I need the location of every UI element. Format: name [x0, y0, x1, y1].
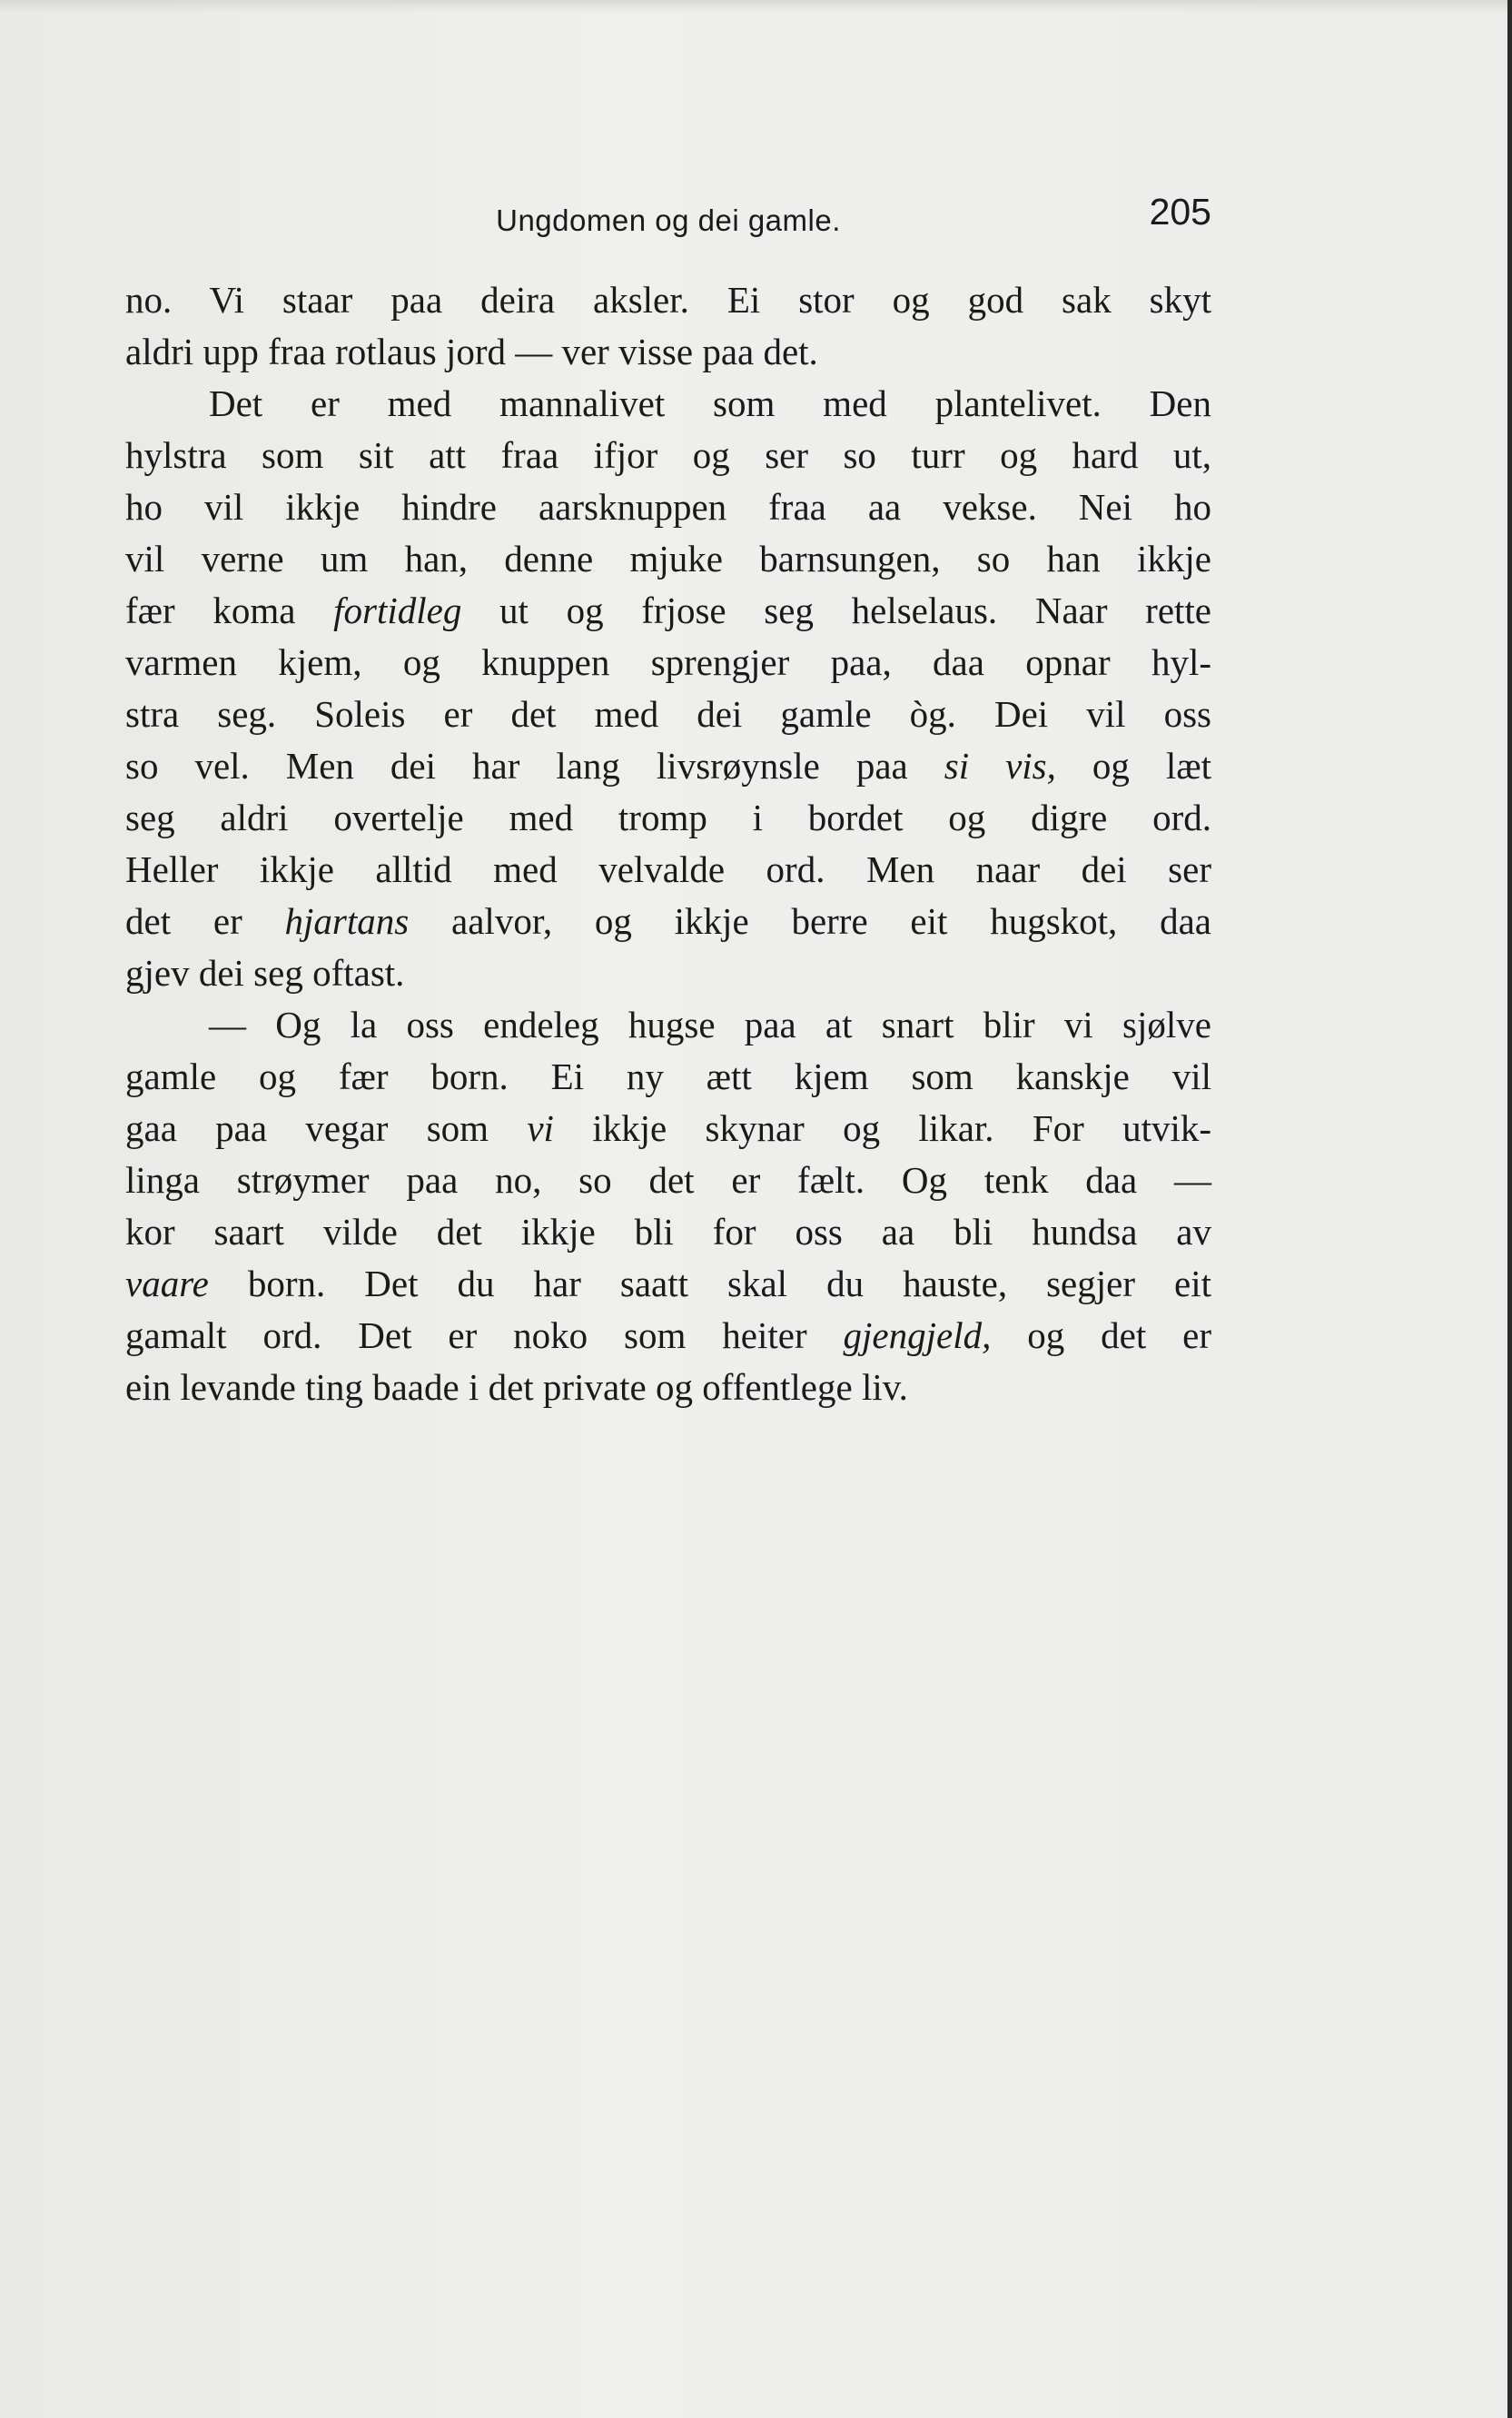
text-run: ut og frjose seg helselaus. Naar rette — [499, 590, 1212, 631]
text-run: gaa paa vegar som — [125, 1107, 489, 1149]
text-line: linga strøymer paa no, so det er fælt. Og tenk daa — — [125, 1159, 1211, 1201]
italic-word: vi — [527, 1107, 554, 1149]
italic-word: vaare — [125, 1263, 209, 1304]
running-title: Ungdomen og dei gamle. — [496, 203, 841, 237]
text-run: og læt — [1092, 745, 1212, 787]
italic-word: si vis, — [944, 745, 1056, 787]
text-run: so vel. Men dei har lang livsrøynsle paa — [125, 745, 908, 787]
italic-word: gjengjeld, — [843, 1314, 992, 1356]
text-line: Det er med mannalivet som med plantelivet. Den — [209, 382, 1211, 424]
text-run: fær koma — [125, 590, 296, 631]
text-run: gamalt ord. Det er noko som heiter — [125, 1314, 807, 1356]
text-line: kor saart vilde det ikkje bli for oss aa bli hundsa av — [125, 1211, 1211, 1253]
text-line — [125, 1103, 1211, 1154]
scan-right-edge — [1507, 0, 1512, 2418]
scan-top-shade — [0, 0, 1512, 13]
text-line — [125, 1258, 1211, 1310]
body-text — [125, 274, 1211, 1413]
text-line: ein levande ting baade i det private og offentlege liv. — [125, 1366, 908, 1408]
text-run: det er — [125, 900, 242, 942]
text-line: varmen kjem, og knuppen sprengjer paa, daa opnar hyl- — [125, 641, 1211, 683]
text-line: — Og la oss endeleg hugse paa at snart blir vi sjølve — [209, 1004, 1211, 1045]
text-line — [125, 585, 1211, 637]
text-line: aldri upp fraa rotlaus jord — ver visse paa det. — [125, 331, 818, 372]
text-line: stra seg. Soleis er det med dei gamle òg. Dei vil oss — [125, 693, 1211, 735]
page-number: 205 — [1149, 191, 1211, 233]
text-line — [125, 740, 1211, 792]
text-line: hylstra som sit att fraa ifjor og ser so turr og hard ut, — [125, 434, 1211, 476]
text-line: vil verne um han, denne mjuke barnsungen, so han ikkje — [125, 538, 1211, 580]
text-line: ho vil ikkje hindre aarsknuppen fraa aa vekse. Nei ho — [125, 486, 1211, 528]
text-run: ikkje skynar og likar. For utvik- — [592, 1107, 1212, 1149]
italic-word: fortidleg — [333, 590, 462, 631]
text-line — [125, 1310, 1211, 1362]
page-header — [125, 191, 1211, 245]
text-line — [125, 896, 1211, 947]
text-line: Heller ikkje alltid med velvalde ord. Men naar dei ser — [125, 848, 1211, 890]
text-run: og det er — [1027, 1314, 1211, 1356]
text-line: seg aldri overtelje med tromp i bordet og digre ord. — [125, 797, 1211, 838]
italic-word: hjartans — [284, 900, 410, 942]
text-line: no. Vi staar paa deira aksler. Ei stor og god sak skyt — [125, 279, 1211, 321]
text-run: born. Det du har saatt skal du hauste, segjer eit — [247, 1263, 1211, 1304]
text-line: gjev dei seg oftast. — [125, 952, 405, 994]
text-line: gamle og fær born. Ei ny ætt kjem som kanskje vil — [125, 1055, 1211, 1097]
text-run: aalvor, og ikkje berre eit hugskot, daa — [451, 900, 1211, 942]
